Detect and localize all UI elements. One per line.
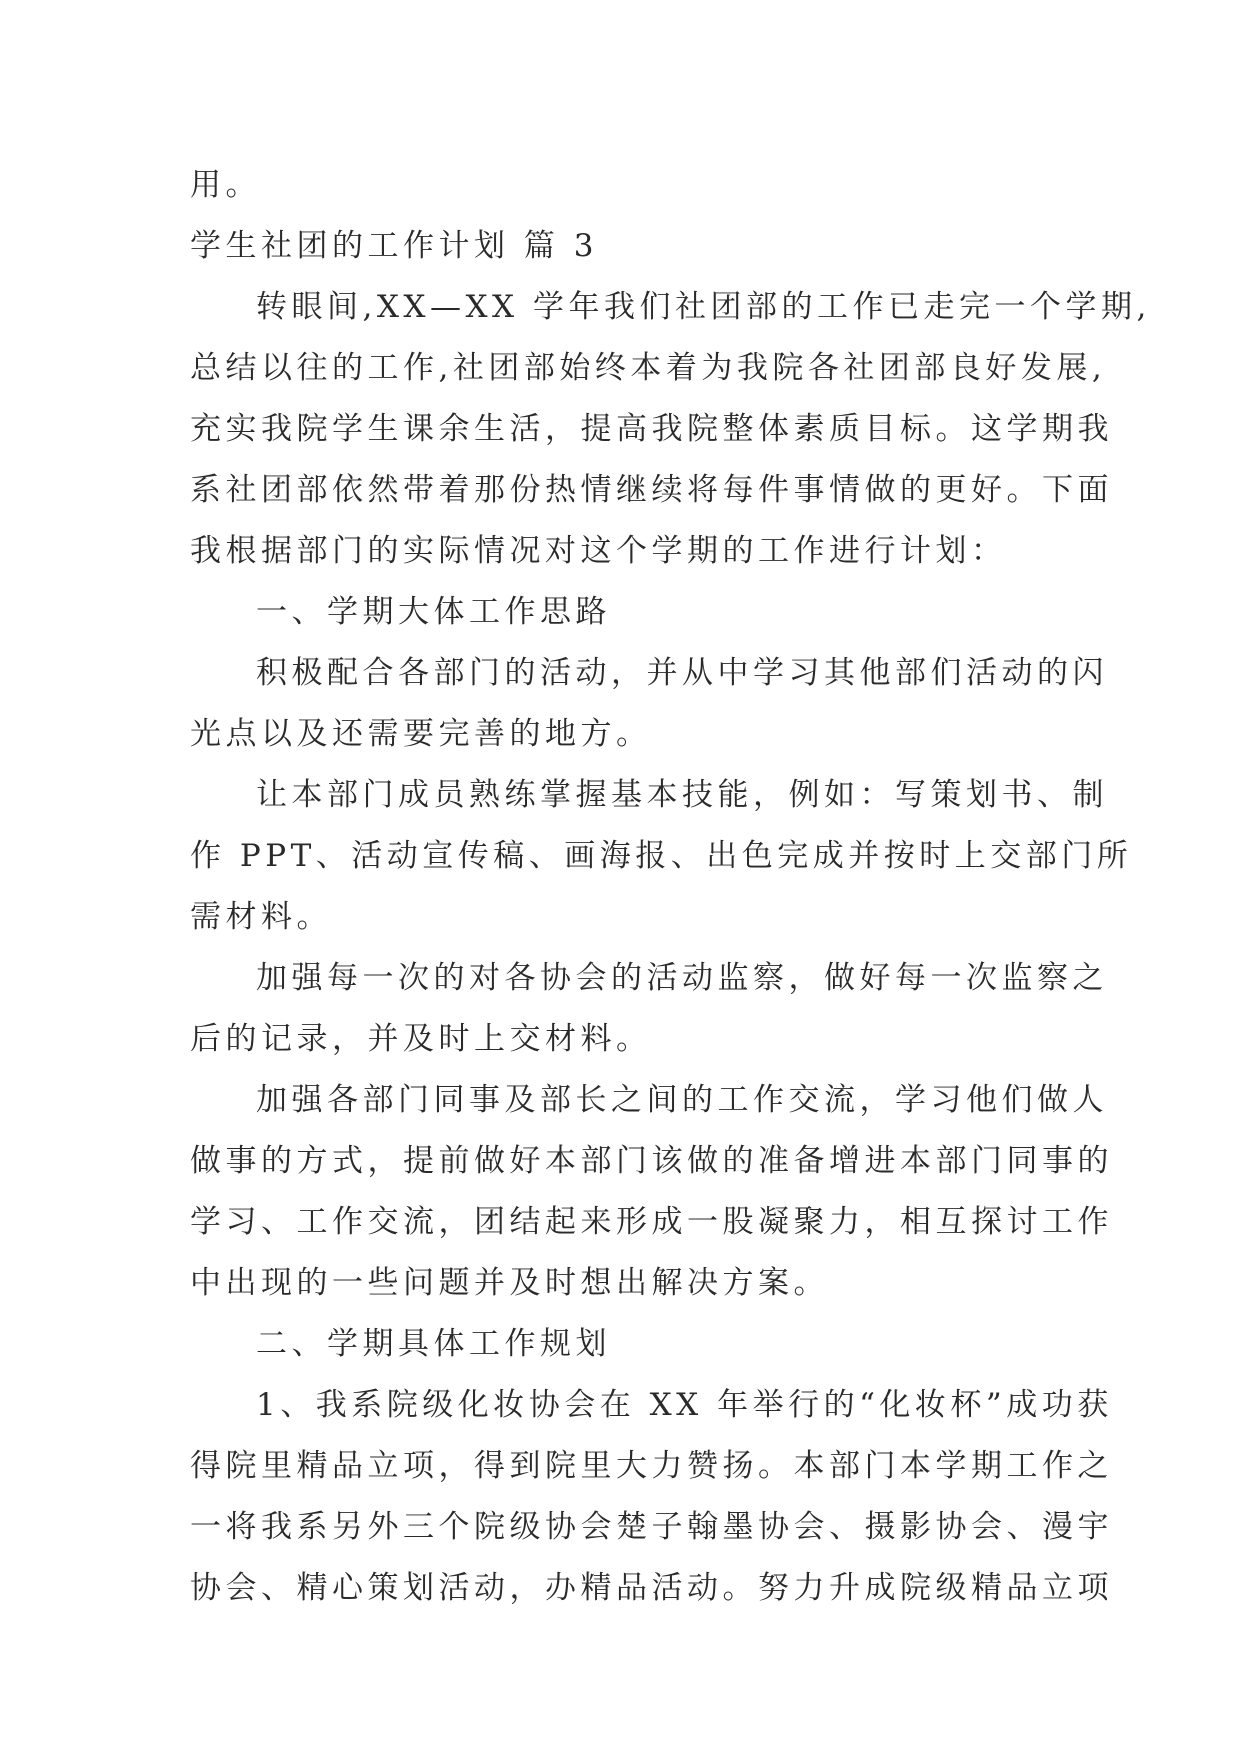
text-line: 光点以及还需要完善的地方。 xyxy=(190,716,652,752)
text-line: 做事的方式，提前做好本部门该做的准备增进本部门同事的 xyxy=(190,1143,1113,1179)
subsection-heading: 二、学期具体工作规划 xyxy=(256,1326,611,1362)
text-line: 需材料。 xyxy=(190,899,332,935)
text-line: 1、我系院级化妆协会在 XX 年举行的“化妆杯”成功获 xyxy=(256,1387,1113,1423)
text-line: 作 PPT、活动宣传稿、画海报、出色完成并按时上交部门所 xyxy=(190,838,1133,874)
text-line: 中出现的一些问题并及时想出解决方案。 xyxy=(190,1265,829,1301)
text-line: 用。 xyxy=(190,167,261,203)
text-line: 系社团部依然带着那份热情继续将每件事情做的更好。下面 xyxy=(190,472,1113,508)
text-line: 我根据部门的实际情况对这个学期的工作进行计划： xyxy=(190,533,1007,569)
text-line: 转眼间,XX—XX 学年我们社团部的工作已走完一个学期, xyxy=(256,289,1151,325)
text-line: 充实我院学生课余生活，提高我院整体素质目标。这学期我 xyxy=(190,411,1113,447)
text-line: 加强每一次的对各协会的活动监察，做好每一次监察之 xyxy=(256,960,1108,996)
subsection-heading: 一、学期大体工作思路 xyxy=(256,594,611,630)
text-line: 协会、精心策划活动，办精品活动。努力升成院级精品立项 xyxy=(190,1570,1113,1606)
section-heading: 学生社团的工作计划 篇 3 xyxy=(190,228,598,264)
text-line: 得院里精品立项，得到院里大力赞扬。本部门本学期工作之 xyxy=(190,1448,1113,1484)
text-line: 积极配合各部门的活动，并从中学习其他部们活动的闪 xyxy=(256,655,1108,691)
text-line: 加强各部门同事及部长之间的工作交流，学习他们做人 xyxy=(256,1082,1108,1118)
text-line: 学习、工作交流，团结起来形成一股凝聚力，相互探讨工作 xyxy=(190,1204,1113,1240)
text-line: 一将我系另外三个院级协会楚子翰墨协会、摄影协会、漫宇 xyxy=(190,1509,1113,1545)
text-line: 总结以往的工作,社团部始终本着为我院各社团部良好发展, xyxy=(190,350,1107,386)
text-line: 让本部门成员熟练掌握基本技能，例如：写策划书、制 xyxy=(256,777,1108,813)
text-line: 后的记录，并及时上交材料。 xyxy=(190,1021,652,1057)
